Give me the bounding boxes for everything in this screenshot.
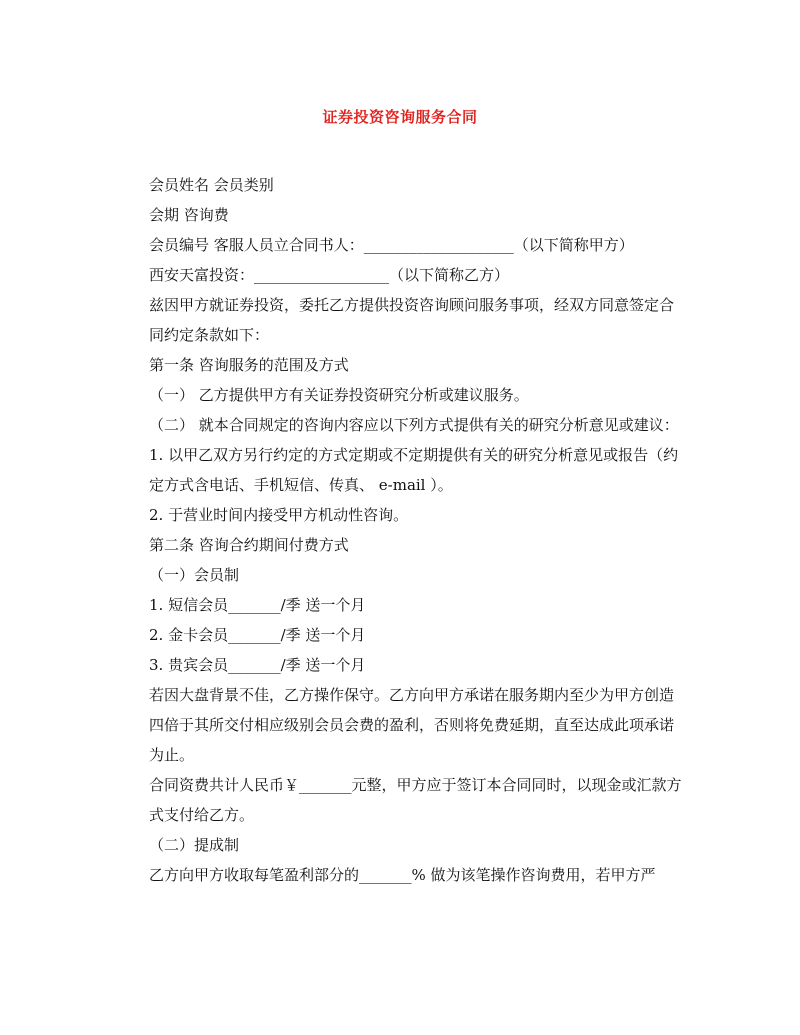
paragraph: 1. 短信会员_______/季 送一个月 — [149, 596, 366, 614]
paragraph: 若因大盘背景不佳，乙方操作保守。乙方向甲方承诺在服务期内至少为甲方创造四倍于其所交付相应级别会员会费的盈利，否则将免费延期，直至达成此项承诺为止。 — [149, 686, 675, 764]
document-body — [117, 170, 687, 890]
paragraph: （二）提成制 — [149, 836, 240, 854]
paragraph: （二） 就本合同规定的咨询内容应以下列方式提供有关的研究分析意见或建议： — [149, 416, 679, 434]
paragraph: 乙方向甲方收取每笔盈利部分的_______% 做为该笔操作咨询费用，若甲方严 — [149, 866, 656, 884]
paragraph: 3. 贵宾会员_______/季 送一个月 — [149, 656, 366, 674]
paragraph: 会员编号 客服人员立合同书人：____________________（以下简称甲方） — [149, 236, 634, 254]
paragraph: 兹因甲方就证券投资，委托乙方提供投资咨询顾问服务事项，经双方同意签定合同约定条款如下： — [149, 296, 675, 344]
paragraph: （一） 乙方提供甲方有关证券投资研究分析或建议服务。 — [149, 386, 529, 404]
paragraph: 2. 金卡会员_______/季 送一个月 — [149, 626, 366, 644]
section-heading: 第一条 咨询服务的范围及方式 — [149, 356, 349, 374]
paragraph: 合同资费共计人民币￥_______元整，甲方应于签订本合同同时，以现金或汇款方式支付给乙方。 — [149, 776, 682, 824]
paragraph: 会员姓名 会员类别 — [149, 176, 274, 194]
paragraph: 会期 咨询费 — [149, 206, 229, 224]
paragraph: 2. 于营业时间内接受甲方机动性咨询。 — [149, 506, 409, 524]
paragraph: 西安天富投资：__________________（以下简称乙方） — [149, 266, 510, 284]
paragraph: 1. 以甲乙双方另行约定的方式定期或不定期提供有关的研究分析意见或报告（约定方式含电话、手机短信、传真、 e-mail ）。 — [149, 446, 679, 494]
section-heading: 第二条 咨询合约期间付费方式 — [149, 536, 349, 554]
document-title: 证券投资咨询服务合同 — [322, 108, 478, 126]
paragraph: （一）会员制 — [149, 566, 240, 584]
